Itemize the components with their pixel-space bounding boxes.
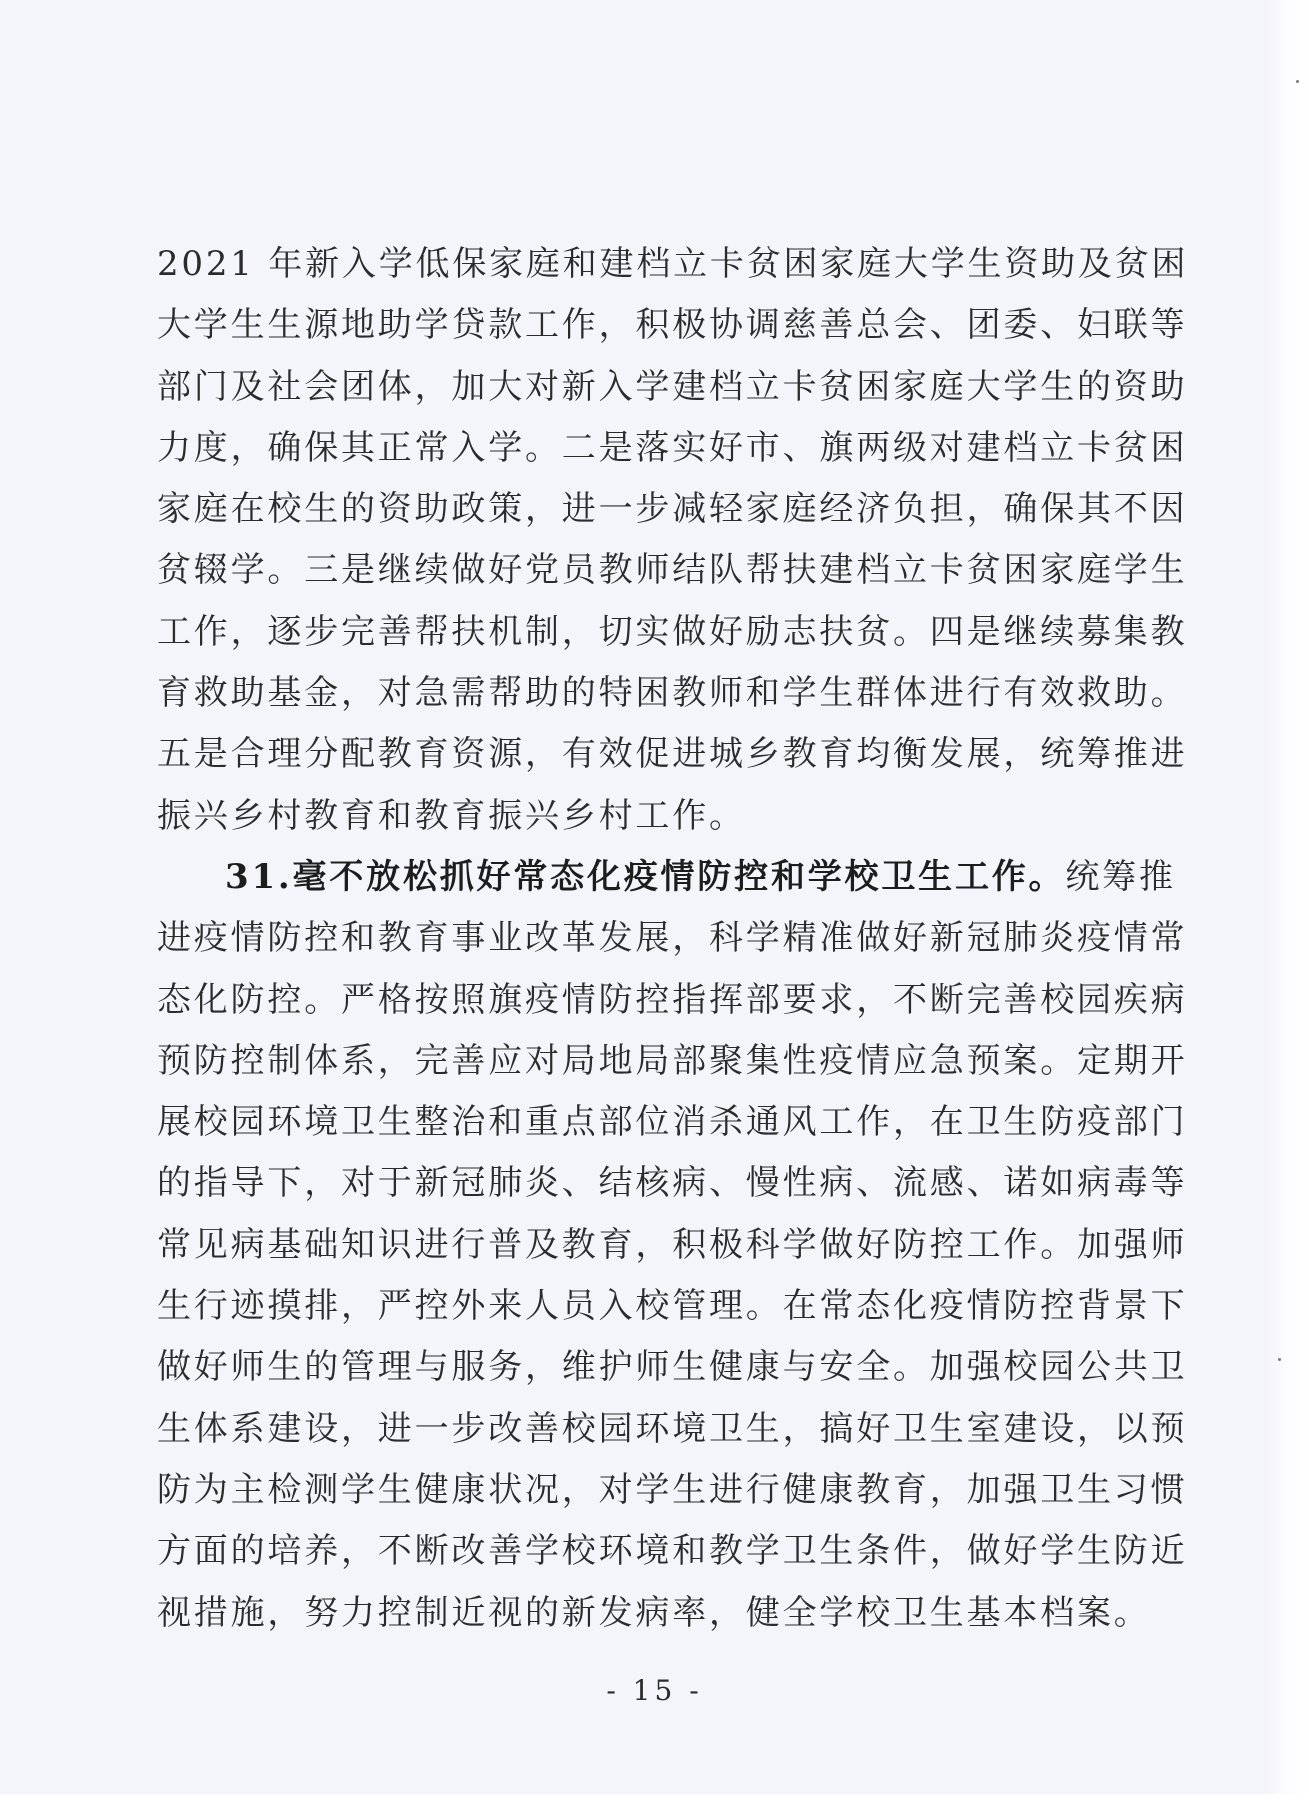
text-line: 2021 年新入学低保家庭和建档立卡贫困家庭大学生资助及贫困 — [157, 244, 1189, 284]
text-line: 防为主检测学生健康状况，对学生进行健康教育，加强卫生习惯 — [157, 1469, 1188, 1510]
text-line: 预防控制体系，完善应对局地局部聚集性疫情应急预案。定期开 — [157, 1040, 1188, 1081]
text-line: 常见病基础知识进行普及教育，积极科学做好防控工作。加强师 — [157, 1224, 1188, 1265]
text-line: 方面的培养，不断改善学校环境和教学卫生条件，做好学生防近 — [157, 1531, 1188, 1572]
text-line: 部门及社会团体，加大对新入学建档立卡贫困家庭大学生的资助 — [157, 366, 1188, 407]
section-first-line-rest: 统筹推 — [1065, 856, 1176, 897]
text-line: 视措施，努力控制近视的新发病率，健全学校卫生基本档案。 — [157, 1592, 1151, 1633]
section-heading: 31.毫不放松抓好常态化疫情防控和学校卫生工作。 — [225, 856, 1066, 897]
section-first-line — [157, 847, 1176, 908]
scan-speck — [1296, 80, 1299, 83]
text-line: 做好师生的管理与服务，维护师生健康与安全。加强校园公共卫 — [157, 1347, 1188, 1388]
text-line: 大学生生源地助学贷款工作，积极协调慈善总会、团委、妇联等 — [157, 305, 1188, 346]
text-line: 振兴乡村教育和教育振兴乡村工作。 — [157, 795, 746, 836]
scan-bottom-edge — [0, 1794, 1309, 1800]
text-line: 展校园环境卫生整治和重点部位消杀通风工作，在卫生防疫部门 — [157, 1102, 1188, 1143]
text-line: 的指导下，对于新冠肺炎、结核病、慢性病、流感、诺如病毒等 — [157, 1163, 1188, 1204]
document-body — [157, 234, 1189, 1644]
text-line: 生体系建设，进一步改善校园环境卫生，搞好卫生室建设，以预 — [157, 1408, 1188, 1449]
text-line: 五是合理分配教育资源，有效促进城乡教育均衡发展，统筹推进 — [157, 734, 1188, 775]
text-line: 家庭在校生的资助政策，进一步减轻家庭经济负担，确保其不因 — [157, 489, 1188, 530]
text-line: 贫辍学。三是继续做好党员教师结队帮扶建档立卡贫困家庭学生 — [157, 550, 1188, 591]
text-line: 态化防控。严格按照旗疫情防控指挥部要求，不断完善校园疾病 — [157, 979, 1188, 1020]
page-number: - 15 - — [606, 1674, 703, 1707]
text-line: 生行迹摸排，严控外来人员入校管理。在常态化疫情防控背景下 — [157, 1286, 1188, 1327]
text-line: 进疫情防控和教育事业改革发展，科学精准做好新冠肺炎疫情常 — [157, 918, 1188, 959]
scan-speck — [1278, 1358, 1281, 1361]
scan-edge — [1269, 0, 1309, 1800]
text-line: 力度，确保其正常入学。二是落实好市、旗两级对建档立卡贫困 — [157, 427, 1188, 468]
text-line: 工作，逐步完善帮扶机制，切实做好励志扶贫。四是继续募集教 — [157, 611, 1188, 652]
text-line: 育救助基金，对急需帮助的特困教师和学生群体进行有效救助。 — [157, 673, 1188, 714]
